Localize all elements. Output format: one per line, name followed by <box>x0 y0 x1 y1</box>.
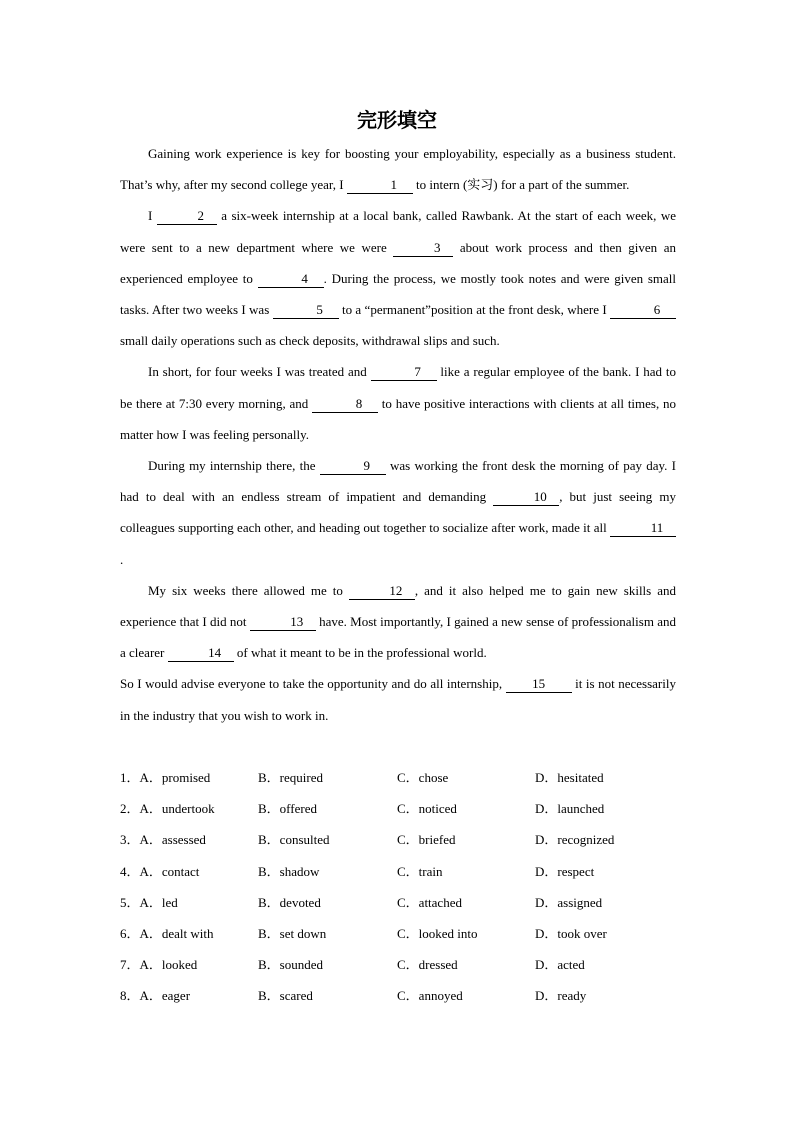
passage-text: Gaining work experience is key for boosting your employability, especially as a business student. That’s why, after my second college year, I <box>120 146 676 193</box>
page-title: 完形填空 <box>357 108 437 132</box>
option-a: 3．A．assessed <box>120 832 206 848</box>
passage-text: I <box>148 208 157 224</box>
option-a: 4．A．contact <box>120 863 200 879</box>
option-d: D．hesitated <box>535 770 604 785</box>
question-row <box>120 918 680 949</box>
passage-text: , but just seeing my colleagues supporting each other, and heading out together to socialize after work, made it all <box>120 489 676 536</box>
option-a: 7．A．looked <box>120 957 198 973</box>
option-d: D．launched <box>535 801 605 817</box>
answer-options <box>120 762 680 1012</box>
blank-8: 8 <box>312 396 378 413</box>
blank-13: 13 <box>250 614 316 631</box>
option-d: D．assigned <box>535 894 603 910</box>
passage-text: of what it meant to be in the professional world. <box>233 645 487 661</box>
passage-text: a six-week internship at a local bank, called Rawbank. At the start of each week, we were sent to a new department where we were <box>120 208 676 255</box>
passage-text: to have positive interactions with clients at all times, no matter how I was feeling personally. <box>120 395 676 442</box>
blank-7: 7 <box>371 364 437 381</box>
passage-text: . <box>120 551 124 567</box>
option-d: D．recognized <box>535 832 615 848</box>
passage-text: to intern (实习) for a part of the summer. <box>412 177 630 193</box>
blank-2: 2 <box>157 208 217 225</box>
passage-text: So I would advise everyone to take the opportunity and do all internship, <box>120 676 506 692</box>
question-row <box>120 762 680 793</box>
option-a: 2．A．undertook <box>120 801 215 817</box>
option-b: B．scared <box>258 988 313 1004</box>
option-c: C．train <box>397 863 443 879</box>
option-a: 1．A．promised <box>120 770 211 785</box>
option-a: 5．A．led <box>120 894 178 910</box>
question-row <box>120 887 680 918</box>
blank-10: 10 <box>493 489 559 506</box>
option-b: B．sounded <box>258 957 324 973</box>
paragraph-5 <box>120 575 676 669</box>
blank-6: 6 <box>610 302 676 319</box>
option-b: B．required <box>258 770 323 785</box>
option-c: C．looked into <box>397 925 478 941</box>
passage-text: , and it also helped me to gain new skills and experience that I did not <box>120 582 677 630</box>
question-row <box>120 793 680 824</box>
blank-4: 4 <box>258 271 324 288</box>
option-c: C．briefed <box>397 832 456 848</box>
passage-text: was working the front desk the morning of pay day. I had to deal with an endless stream of impatient and demanding <box>120 458 676 505</box>
paragraph-6 <box>120 668 676 730</box>
option-b: B．set down <box>258 925 327 941</box>
blank-12: 12 <box>349 583 415 600</box>
option-c: C．attached <box>397 894 462 910</box>
blank-11: 11 <box>610 520 676 537</box>
question-row <box>120 824 680 855</box>
option-a: 8．A．eager <box>120 988 191 1004</box>
paragraph-2 <box>120 200 676 356</box>
passage <box>120 138 676 731</box>
option-d: D．respect <box>535 863 595 879</box>
option-c: C．noticed <box>397 801 457 817</box>
blank-1: 1 <box>347 177 413 194</box>
option-b: B．offered <box>258 801 317 817</box>
question-row <box>120 980 680 1011</box>
blank-14: 14 <box>168 645 234 662</box>
blank-3: 3 <box>393 240 453 257</box>
option-d: D．ready <box>535 988 587 1004</box>
passage-text: have. Most importantly, I gained a new sense of professionalism and a clearer <box>120 614 677 661</box>
passage-text: like a regular employee of the bank. I had to be there at 7:30 every morning, and <box>120 364 676 411</box>
paragraph-3 <box>120 356 676 450</box>
option-c: C．chose <box>397 770 449 785</box>
question-row <box>120 856 680 887</box>
option-d: D．took over <box>535 925 607 941</box>
passage-text: My six weeks there allowed me to <box>148 582 349 598</box>
passage-text: it is not necessarily in the industry that you wish to work in. <box>120 676 676 723</box>
option-c: C．annoyed <box>397 988 463 1004</box>
option-d: D．acted <box>535 957 585 973</box>
option-b: B．shadow <box>258 863 320 879</box>
option-a: 6．A．dealt with <box>120 925 214 941</box>
passage-text: small daily operations such as check deposits, withdrawal slips and such. <box>120 333 500 349</box>
paragraph-4 <box>120 450 676 575</box>
blank-5: 5 <box>273 302 339 319</box>
option-c: C．dressed <box>397 957 458 973</box>
option-b: B．consulted <box>258 832 330 848</box>
passage-text: to a “permanent”position at the front desk, where I <box>338 302 610 318</box>
passage-text: about work process and then given an experienced employee to <box>120 239 677 286</box>
passage-text: During my internship there, the <box>148 458 320 474</box>
question-row <box>120 949 680 980</box>
passage-text: . During the process, we mostly took notes and were given small tasks. After two weeks I was <box>120 270 676 318</box>
paragraph-1 <box>120 138 676 200</box>
blank-15: 15 <box>506 676 572 693</box>
passage-text: In short, for four weeks I was treated and <box>148 364 371 380</box>
blank-9: 9 <box>320 458 386 475</box>
option-b: B．devoted <box>258 894 321 910</box>
